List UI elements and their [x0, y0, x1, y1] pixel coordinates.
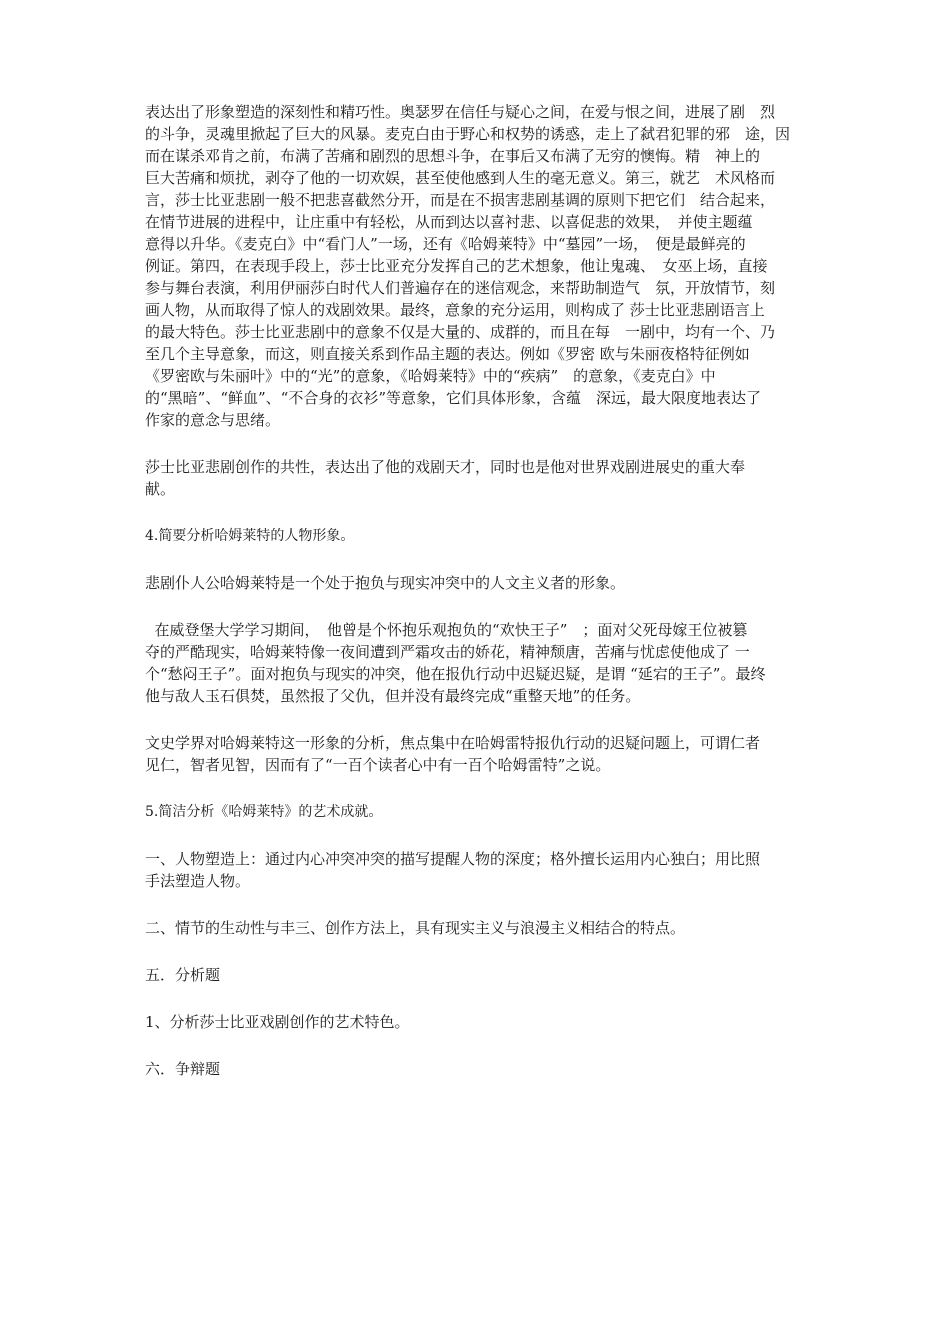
q4-paragraph-1: 悲剧仆人公哈姆莱特是一个处于抱负与现实冲突中的人文主义者的形象。 [145, 574, 626, 592]
text-line: 作家的意念与思绪。 [145, 411, 281, 429]
text-line: 夺的严酷现实，哈姆莱特像一夜间遭到严霜攻击的娇花，精神颓唐，苦痛与忧虑使他成了 一 [145, 643, 750, 661]
section-6-title: 六．争辩题 [145, 1060, 221, 1078]
text-line: 献。 [145, 480, 176, 498]
paragraph-tragedy-features [145, 101, 835, 431]
text-line: 个“愁闷王子”。面对抱负与现实的冲突，他在报仇行动中迟疑迟疑，是谓 “延宕的王子”。最终 [145, 665, 766, 683]
text-line: 的斗争，灵魂里掀起了巨大的风暴。麦克白由于野心和权势的诱惑，走上了弑君犯罪的邪 途，因 [145, 125, 791, 143]
question-4-title: 4.简要分析哈姆莱特的人物形象。 [145, 528, 355, 544]
section-5-title: 五．分析题 [145, 966, 221, 984]
section-5-question-1: 1、分析莎士比亚戏剧创作的艺术特色。 [145, 1013, 410, 1031]
text-line: 至几个主导意象，而这，则直接关系到作品主题的表达。例如《罗密 欧与朱丽夜格特征例如 [145, 345, 750, 363]
text-line: 在情节进展的进程中，让庄重中有轻松，从而到达以喜衬悲、以喜促悲的效果， 并使主题蕴 [145, 213, 753, 231]
text-line: 巨大苦痛和烦扰，剥夺了他的一切欢娱，甚至使他感到人生的毫无意义。第三，就艺 术风格而 [145, 169, 776, 187]
text-line: 他与敌人玉石俱焚，虽然报了父仇，但并没有最终完成“重整天地”的任务。 [145, 687, 641, 705]
q4-paragraph-3 [145, 732, 835, 776]
text-line: 而在谋杀邓肯之前，布满了苦痛和剧烈的思想斗争，在事后又布满了无穷的懊悔。精 神上的 [145, 147, 761, 165]
text-line: 的“黑暗”、“鲜血”、“不合身的衣衫”等意象，它们具体形象，含蕴 深远，最大限度地表达了 [145, 389, 762, 407]
text-line: 言，莎士比亚悲剧一般不把悲喜截然分开，而是在不损害悲剧基调的原则下把它们 结合起来， [145, 191, 776, 209]
text-line: 表达出了形象塑造的深刻性和精巧性。奥瑟罗在信任与疑心之间，在爱与恨之间，进展了剧 烈 [145, 103, 776, 121]
text-line: 文史学界对哈姆莱特这一形象的分析，焦点集中在哈姆雷特报仇行动的迟疑问题上，可谓仁者 [145, 734, 761, 752]
text-line: 一、人物塑造上：通过内心冲突冲突的描写提醒人物的深度；格外擅长运用内心独白；用比照 [145, 850, 761, 868]
q4-paragraph-2 [145, 619, 835, 707]
text-line: 的最大特色。莎士比亚悲剧中的意象不仅是大量的、成群的，而且在每 一剧中，均有一个、乃 [145, 323, 776, 341]
document-page [145, 101, 835, 1080]
text-line: 意得以升华。《麦克白》中“看门人”一场，还有《哈姆莱特》中“墓园”一场， 便是最鲜亮的 [145, 235, 746, 253]
text-line: 参与舞台表演，利用伊丽莎白时代人们普遍存在的迷信观念，来帮助制造气 氛，开放情节，刻 [145, 279, 776, 297]
paragraph-tragedy-summary [145, 456, 835, 500]
q5-point-2: 二、情节的生动性与丰三、创作方法上，具有现实主义与浪漫主义相结合的特点。 [145, 919, 686, 937]
text-line: 画人物，从而取得了惊人的戏剧效果。最终，意象的充分运用，则构成了 莎士比亚悲剧语言上 [145, 301, 765, 319]
text-line: 手法塑造人物。 [145, 872, 251, 890]
text-line: 见仁，智者见智，因而有了“一百个读者心中有一百个哈姆雷特”之说。 [145, 756, 611, 774]
text-line: 莎士比亚悲剧创作的共性，表达出了他的戏剧天才，同时也是他对世界戏剧进展史的重大奉 [145, 458, 746, 476]
text-line: 《罗密欧与朱丽叶》中的“光”的意象，《哈姆莱特》中的“疾病” 的意象，《麦克白》中 [145, 367, 716, 385]
text-line: 在威登堡大学学习期间， 他曾是个怀抱乐观抱负的“欢快王子” ；面对父死母嫁王位被篡 [145, 621, 748, 639]
q5-point-1 [145, 848, 835, 892]
text-line: 例证。第四，在表现手段上，莎士比亚充分发挥自己的艺术想象，他让鬼魂、 女巫上场，直接 [145, 257, 768, 275]
question-5-title: 5.简洁分析《哈姆莱特》的艺术成就。 [145, 804, 383, 820]
